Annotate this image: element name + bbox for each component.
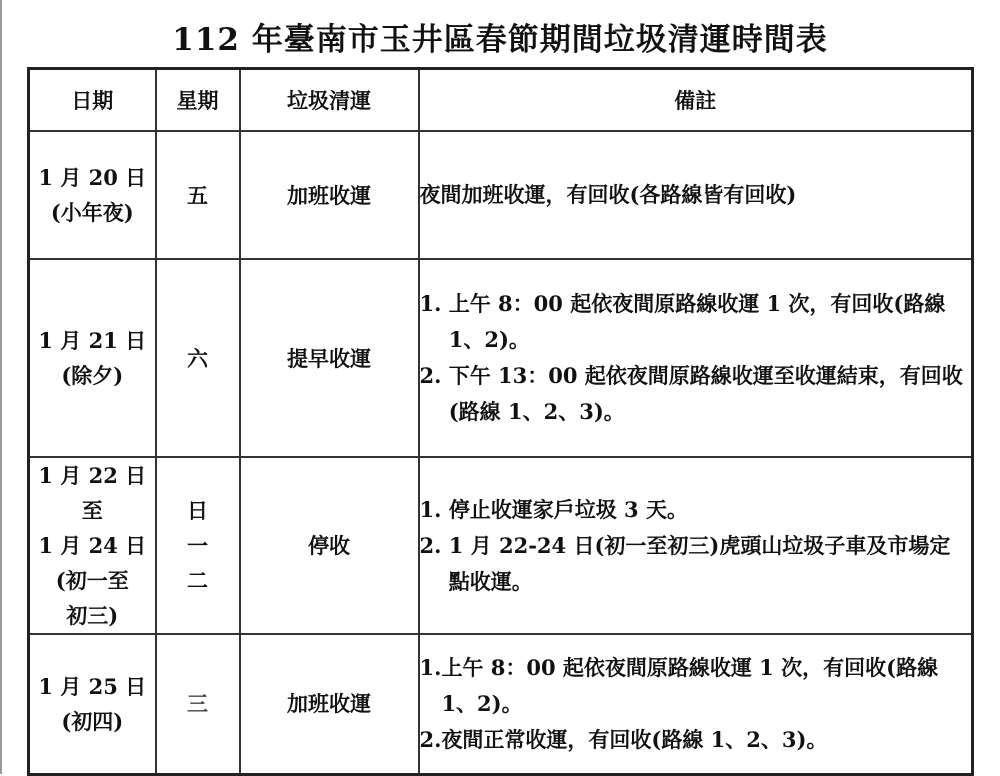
table-row bbox=[29, 634, 973, 774]
note-item bbox=[420, 528, 972, 600]
note-text: 上午 8：00 起依夜間原路線收運 1 次，有回收(路線 1、2)。 bbox=[448, 291, 946, 352]
weekday-cell bbox=[156, 131, 240, 259]
table-row bbox=[29, 259, 973, 457]
page-title: 112 年臺南市玉井區春節期間垃圾清運時間表 bbox=[172, 22, 828, 58]
left-border-line bbox=[0, 0, 2, 774]
date-cell bbox=[29, 131, 156, 259]
date-line: (初四) bbox=[61, 708, 124, 734]
note-text: 停止收運家戶垃圾 3 天。 bbox=[448, 496, 688, 522]
note-number: 2. bbox=[419, 363, 449, 388]
weekday-cell bbox=[156, 457, 240, 634]
collection-cell: 加班收運 bbox=[240, 131, 419, 259]
note-cell bbox=[419, 634, 973, 774]
table-row bbox=[29, 457, 973, 634]
schedule-table bbox=[27, 67, 974, 776]
note-item bbox=[420, 722, 972, 758]
header-collection: 垃圾清運 bbox=[240, 69, 419, 132]
weekday-line: 五 bbox=[187, 182, 208, 208]
date-line: 1 月 21 日 bbox=[38, 328, 147, 353]
table-row bbox=[29, 131, 973, 259]
note-item bbox=[420, 177, 972, 213]
collection-cell: 提早收運 bbox=[240, 259, 419, 457]
date-line: (初一至 bbox=[55, 568, 129, 593]
date-line: (除夕) bbox=[61, 363, 124, 388]
note-number: 2. bbox=[419, 532, 449, 558]
date-line: 至 bbox=[81, 498, 103, 523]
note-item bbox=[420, 650, 972, 722]
note-text: 上午 8：00 起依夜間原路線收運 1 次，有回收(路線 1、2)。 bbox=[441, 654, 939, 716]
date-line: 1 月 25 日 bbox=[38, 673, 147, 699]
weekday-line: 一 bbox=[187, 533, 208, 558]
date-line: 1 月 22 日 bbox=[38, 463, 147, 488]
header-row bbox=[29, 69, 973, 132]
date-cell bbox=[29, 634, 156, 774]
weekday-line: 六 bbox=[187, 345, 208, 371]
date-cell bbox=[29, 457, 156, 634]
note-text: 夜間加班收運，有回收(各路線皆有回收) bbox=[419, 182, 797, 207]
note-number: 2. bbox=[419, 726, 442, 752]
note-item bbox=[420, 358, 972, 430]
date-cell bbox=[29, 259, 156, 457]
weekday-cell bbox=[156, 259, 240, 457]
note-number: 1. bbox=[419, 496, 449, 522]
note-number: 1. bbox=[419, 291, 449, 316]
collection-cell: 加班收運 bbox=[240, 634, 419, 774]
note-text: 夜間正常收運，有回收(路線 1、2、3)。 bbox=[441, 726, 828, 752]
date-line: (小年夜) bbox=[50, 200, 134, 225]
date-line: 1 月 20 日 bbox=[38, 165, 147, 190]
note-cell bbox=[419, 131, 973, 259]
note-cell bbox=[419, 259, 973, 457]
note-item bbox=[420, 492, 972, 528]
weekday-line: 二 bbox=[187, 568, 208, 593]
header-weekday: 星期 bbox=[156, 69, 240, 132]
date-line: 1 月 24 日 bbox=[38, 533, 147, 558]
weekday-cell bbox=[156, 634, 240, 774]
weekday-line: 三 bbox=[187, 691, 208, 717]
weekday-line: 日 bbox=[187, 498, 208, 523]
collection-cell: 停收 bbox=[240, 457, 419, 634]
header-date: 日期 bbox=[29, 69, 156, 132]
header-note: 備註 bbox=[419, 69, 973, 132]
note-text: 1 月 22-24 日(初一至初三)虎頭山垃圾子車及市場定點收運。 bbox=[448, 532, 951, 594]
note-text: 下午 13：00 起依夜間原路線收運至收運結束，有回收(路線 1、2、3)。 bbox=[448, 363, 963, 424]
note-item bbox=[420, 286, 972, 358]
note-number: 1. bbox=[419, 654, 442, 680]
date-line: 初三) bbox=[66, 603, 119, 628]
note-cell bbox=[419, 457, 973, 634]
